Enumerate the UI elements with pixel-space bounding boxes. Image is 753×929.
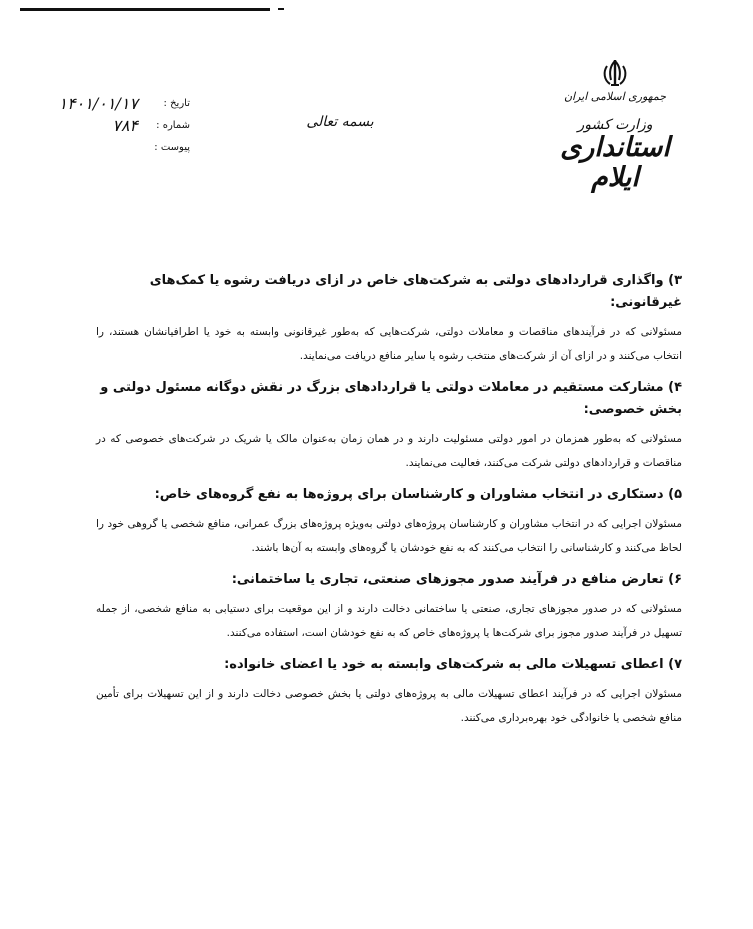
section-heading: ۴) مشارکت مستقیم در معاملات دولتی یا قراردادهای بزرگ در نقش دوگانه مسئول دولتی و بخش خصوصی:: [100, 380, 682, 417]
section-paragraph: مسئولانی که به‌طور همزمان در امور دولتی مسئولیت دارند و در همان زمان به‌عنوان مالک یا شریک در شرکت‌های خصوصی که در مناقصات و قراردادهای دولتی شرکت می‌کنند، فعالیت می‌نمایند.: [96, 433, 682, 469]
number-label: شماره :: [156, 119, 190, 131]
section-paragraph: مسئولانی که در صدور مجوزهای تجاری، صنعتی یا ساختمانی دخالت دارند و از این موقعیت برای دستیابی به منافع شخصی، از جمله تسهیل در فرآیند صدور مجوز برای شرکت‌ها یا پروژه‌های خاص که به نفع خودشان است، استفاده می‌کنند.: [96, 603, 682, 639]
date-row: [30, 92, 190, 114]
country-name: جمهوری اسلامی ایران: [563, 90, 667, 103]
iran-emblem-icon: [600, 58, 630, 88]
section-paragraph: مسئولان اجرایی که در انتخاب مشاوران و کارشناسان پروژه‌های دولتی به‌ویژه پروژه‌های بزرگ عمرانی، منافع شخصی یا گروهی خود را لحاظ می‌کنند و کارشناسانی را انتخاب می‌کنند که به نفع خودشان یا گروه‌های وابسته به آن‌ها باشند.: [96, 518, 682, 554]
attachment-row: [30, 136, 190, 158]
letterhead: [540, 58, 690, 192]
section-7: [86, 654, 682, 730]
letter-meta: [30, 92, 190, 158]
section-paragraph: مسئولانی که در فرآیندهای مناقصات و معاملات دولتی، شرکت‌هایی که به‌طور غیرقانونی وابسته به خود یا اطرافیانشان هستند، را انتخاب می‌کنند و در ازای آن از شرکت‌های منتخب رشوه یا سایر منافع دریافت می‌نمایند.: [96, 326, 682, 362]
number-value: ۷۸۴: [112, 115, 138, 135]
letter-body: [86, 270, 682, 739]
top-rule-dash: [278, 8, 284, 10]
ministry-name: وزارت کشور: [577, 117, 653, 133]
date-value: ۱۴۰۱/۰۱/۱۷: [58, 93, 138, 113]
bismillah: بسمه تعالی: [306, 114, 374, 130]
number-row: [30, 114, 190, 136]
section-heading: ۳) واگذاری قراردادهای دولتی به شرکت‌های خاص در ازای دریافت رشوه یا کمک‌های غیرقانونی:: [149, 273, 682, 310]
attachment-label: پیوست :: [154, 141, 190, 153]
governorate-name: استانداری ایلام: [560, 132, 670, 193]
section-heading: ۶) تعارض منافع در فرآیند صدور مجوزهای صنعتی، تجاری یا ساختمانی:: [231, 572, 682, 587]
section-6: [86, 569, 682, 645]
section-3: [86, 270, 682, 368]
section-5: [86, 484, 682, 560]
section-heading: ۵) دستکاری در انتخاب مشاوران و کارشناسان برای پروژه‌ها به نفع گروه‌های خاص:: [154, 487, 682, 502]
section-paragraph: مسئولان اجرایی که در فرآیند اعطای تسهیلات مالی به پروژه‌های دولتی یا بخش خصوصی دخالت دارند و از این تسهیلات برای تأمین منافع شخصی یا خانوادگی خود بهره‌برداری می‌کنند.: [96, 688, 682, 724]
section-4: [86, 377, 682, 475]
top-rule: [20, 8, 270, 11]
date-label: تاریخ :: [163, 97, 190, 109]
section-heading: ۷) اعطای تسهیلات مالی به شرکت‌های وابسته به خود یا اعضای خانواده:: [224, 657, 682, 672]
